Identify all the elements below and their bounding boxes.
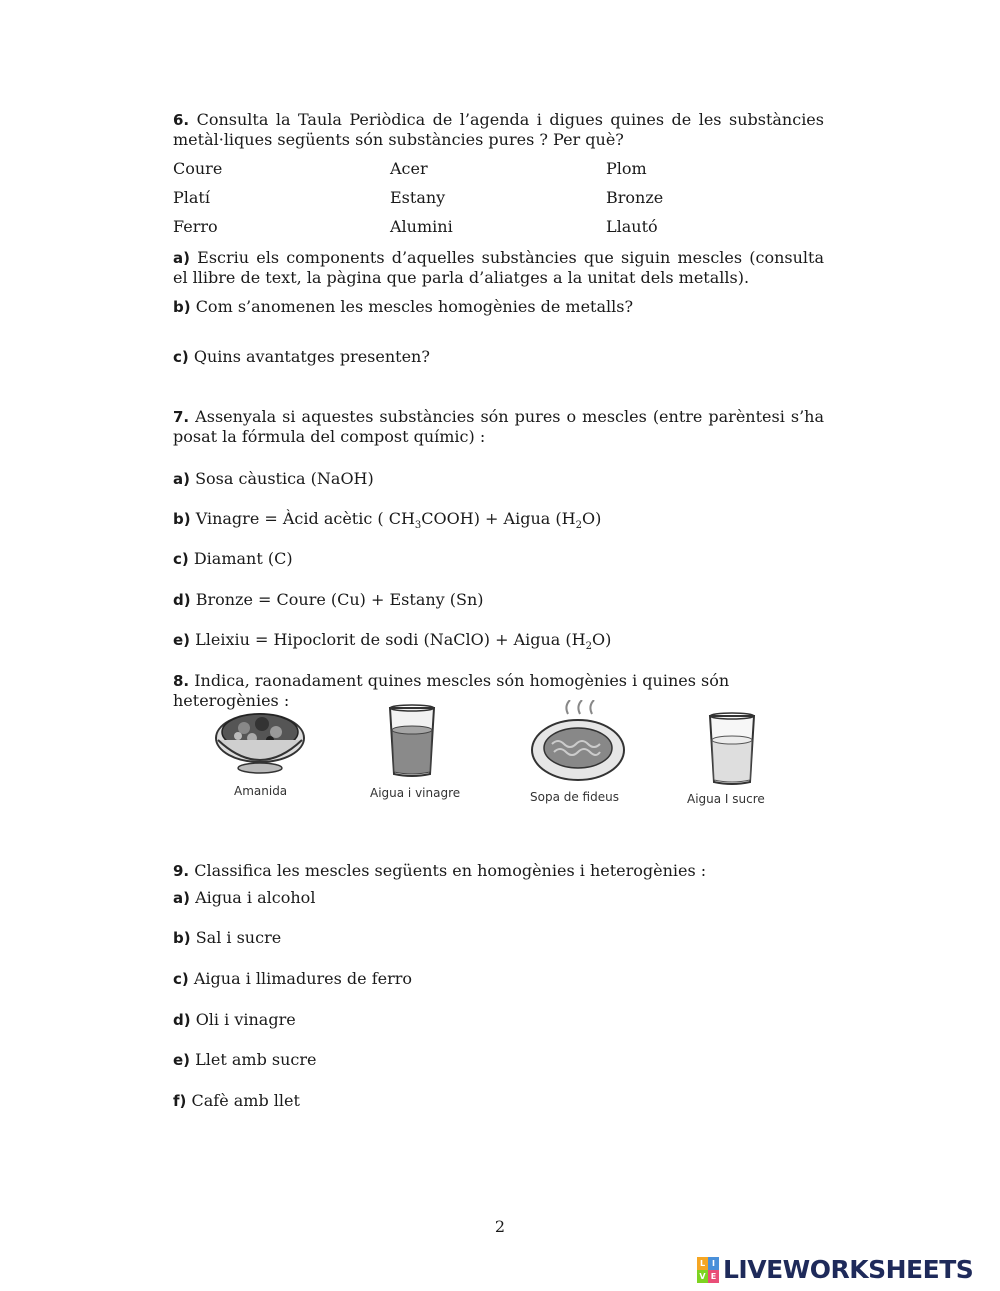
q7-item-b — [173, 509, 824, 536]
q7-number: 7. — [173, 408, 190, 426]
q7-a-text: Sosa càustica (NaOH) — [195, 469, 374, 488]
mark-letter: E — [708, 1270, 719, 1283]
caption-amanida: Amanida — [234, 784, 288, 798]
mark-letter: V — [697, 1270, 708, 1283]
q9-a-text: Aigua i alcohol — [195, 888, 316, 907]
q9-b-label: b) — [173, 929, 191, 947]
substance: Acer — [390, 159, 428, 178]
q9-a-label: a) — [173, 889, 190, 907]
q9-c-label: c) — [173, 970, 189, 988]
q9-item-d — [173, 1010, 824, 1030]
q9-e-label: e) — [173, 1051, 191, 1069]
q6-b-text: Com s’anomenen les mescles homogènies de metalls? — [195, 297, 634, 316]
substance: Platí — [173, 188, 210, 207]
q7-d-text: Bronze = Coure (Cu) + Estany (Sn) — [195, 590, 484, 609]
mark-letter: L — [697, 1257, 708, 1270]
q7-b-sub-2: 2 — [575, 520, 582, 532]
liveworksheets-logo[interactable] — [697, 1255, 973, 1284]
q6-a-text: Escriu els components d’aquelles substàncies que siguin mescles (consulta el llibre de text, la pàgina que parla d’aliatges a la unitat dels metalls). — [173, 248, 824, 287]
q7-b-text-3: O) — [581, 509, 602, 528]
q6-b-label: b) — [173, 298, 191, 316]
caption-sopa-fideus: Sopa de fideus — [530, 790, 619, 804]
q7-d-label: d) — [173, 591, 191, 609]
q6-a-label: a) — [173, 249, 190, 267]
liveworksheets-mark-icon — [697, 1257, 719, 1283]
q9-c-text: Aigua i llimadures de ferro — [193, 969, 413, 988]
soup-plate-icon — [528, 700, 628, 786]
q7-e-text-2: O) — [592, 630, 612, 649]
salad-bowl-icon — [212, 702, 308, 782]
q6-a — [173, 248, 824, 288]
substance: Plom — [606, 159, 647, 178]
q8-illustrations — [200, 700, 800, 820]
q7-item-e — [173, 630, 824, 657]
substance: Estany — [390, 188, 446, 207]
substance: Bronze — [606, 188, 664, 207]
q7-c-label: c) — [173, 550, 189, 568]
q9-item-c — [173, 969, 824, 989]
q6-number: 6. — [173, 111, 190, 129]
page-number: 2 — [494, 1217, 506, 1236]
q8-number: 8. — [173, 672, 190, 690]
q7-b-text-1: Vinagre = Àcid acètic ( CH — [195, 509, 415, 528]
substance: Coure — [173, 159, 223, 178]
substance: Alumini — [390, 217, 453, 236]
q7-b-text-2: COOH) + Aigua (H — [421, 509, 576, 528]
substance: Ferro — [173, 217, 218, 236]
q6-c-text: Quins avantatges presenten? — [193, 347, 430, 366]
q9-e-text: Llet amb sucre — [195, 1050, 317, 1069]
q9-item-b — [173, 928, 824, 948]
q9-statement — [173, 861, 824, 881]
q7-statement — [173, 407, 824, 447]
q7-e-sub-1: 2 — [585, 641, 592, 653]
q9-d-text: Oli i vinagre — [195, 1010, 296, 1029]
q6-b — [173, 297, 824, 317]
substance: Llautó — [606, 217, 658, 236]
q7-c-text: Diamant (C) — [193, 549, 293, 568]
caption-aigua-vinagre: Aigua i vinagre — [370, 786, 461, 800]
q9-item-e — [173, 1050, 824, 1070]
q7-item-c — [173, 549, 824, 569]
q6-c — [173, 347, 824, 367]
q7-b-label: b) — [173, 510, 191, 528]
glass-icon — [386, 704, 438, 780]
q9-number: 9. — [173, 862, 190, 880]
q6-text: Consulta la Taula Periòdica de l’agenda i digues quines de les substàncies metàl·liques següents són substàncies pures ? Per què? — [173, 110, 824, 149]
q9-item-f — [173, 1091, 824, 1111]
q9-f-text: Cafè amb llet — [191, 1091, 300, 1110]
q9-d-label: d) — [173, 1011, 191, 1029]
q7-item-d — [173, 590, 824, 610]
q9-text: Classifica les mescles següents en homogènies i heterogènies : — [194, 861, 707, 880]
liveworksheets-wordmark: LIVEWORKSHEETS — [723, 1255, 974, 1284]
q9-b-text: Sal i sucre — [195, 928, 282, 947]
q7-e-label: e) — [173, 631, 191, 649]
q8-text: Indica, raonadament quines mescles són homogènies i quines són heterogènies : — [173, 671, 730, 710]
q7-b-sub-1: 3 — [414, 520, 422, 532]
q9-item-a — [173, 888, 824, 908]
q7-a-label: a) — [173, 470, 190, 488]
q7-text: Assenyala si aquestes substàncies són pures o mescles (entre parèntesi s’ha posat la fórmula del compost químic) : — [173, 407, 824, 446]
q6-c-label: c) — [173, 348, 189, 366]
glass-icon — [706, 712, 758, 788]
mark-letter: I — [708, 1257, 719, 1270]
q7-e-text-1: Lleixiu = Hipoclorit de sodi (NaClO) + Aigua (H — [195, 630, 586, 649]
q6-statement — [173, 110, 824, 150]
caption-aigua-sucre: Aigua I sucre — [687, 792, 765, 806]
q9-f-label: f) — [173, 1092, 187, 1110]
q7-item-a — [173, 469, 824, 489]
